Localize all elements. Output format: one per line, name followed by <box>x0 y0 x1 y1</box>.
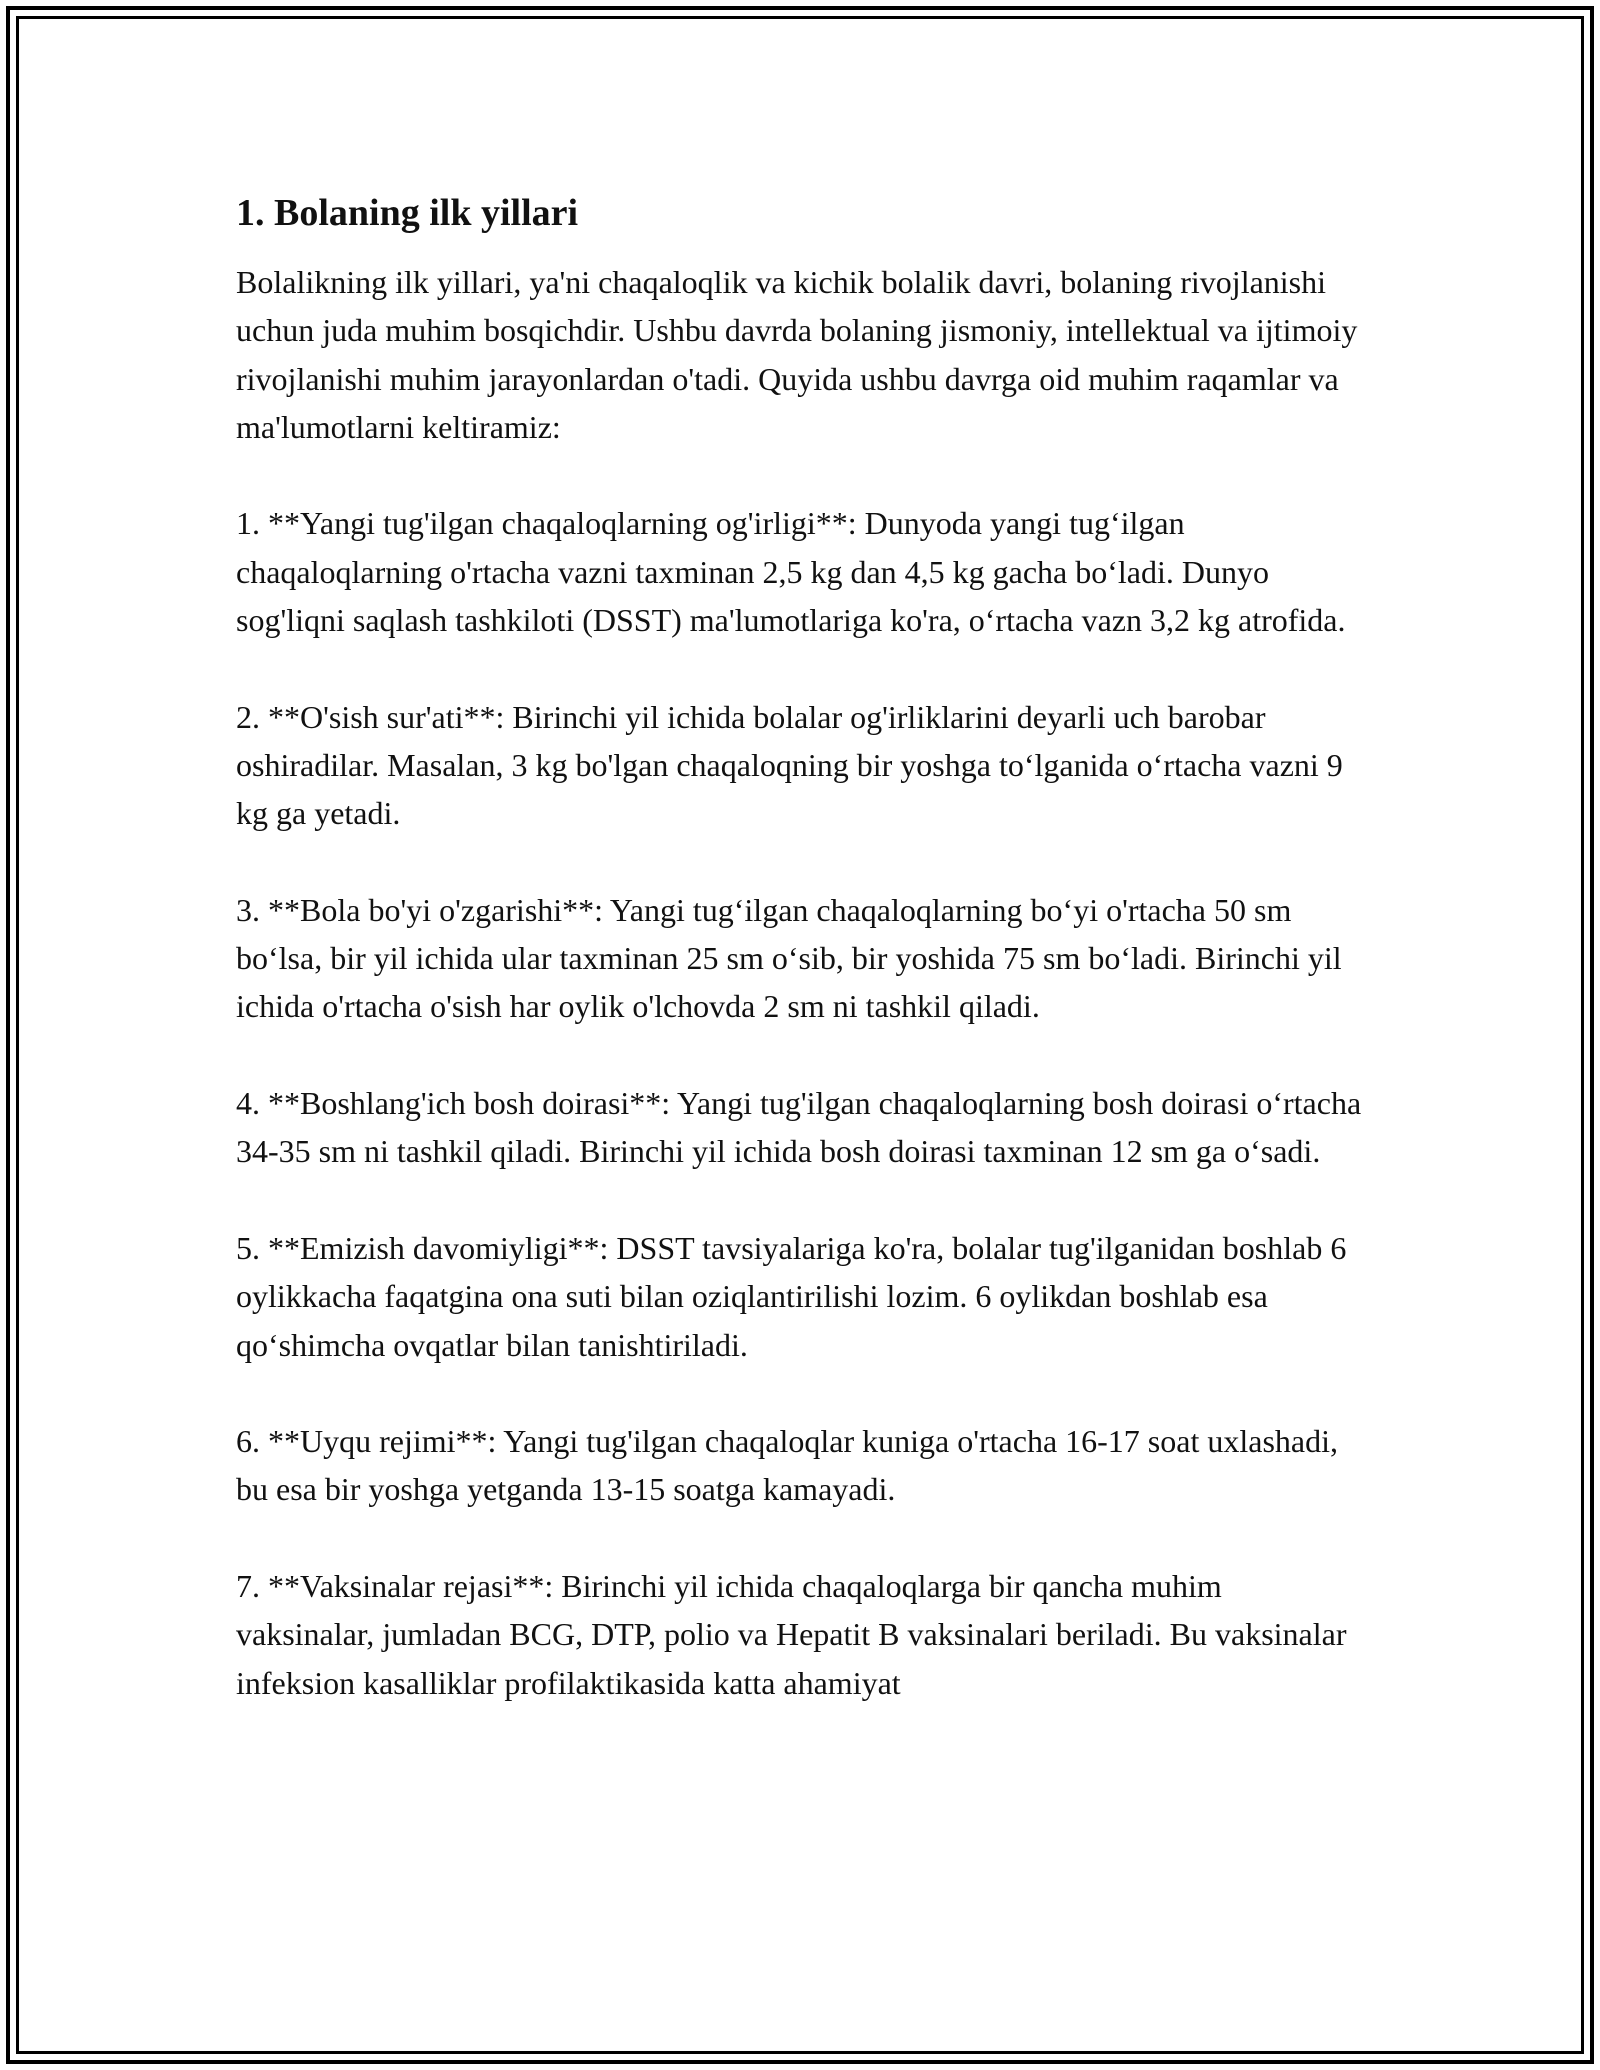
list-item-vaccines: 7. **Vaksinalar rejasi**: Birinchi yil ichida chaqaloqlarga bir qancha muhim vaksinalar, jumladan BCG, DTP, polio va Hepatit B vaksinalari beriladi. Bu vaksinalar infeksion kasalliklar profilaktikasida katta ahamiyat <box>236 1568 1347 1701</box>
list-item-head-circumference: 4. **Boshlang'ich bosh doirasi**: Yangi tug'ilgan chaqaloqlarning bosh doirasi o‘rtacha 34-35 sm ni tashkil qiladi. Birinchi yil ichida bosh doirasi taxminan 12 sm ga o‘sadi. <box>236 1085 1362 1170</box>
intro-paragraph: Bolalikning ilk yillari, ya'ni chaqaloqlik va kichik bolalik davri, bolaning rivojlanishi uchun juda muhim bosqichdir. Ushbu davrda bolaning jismoniy, intellektual va ijtimoiy rivojlanishi muhim jarayonlardan o'tadi. Quyida ushbu davrga oid muhim raqamlar va ma'lumotlarni keltiramiz: <box>236 264 1358 445</box>
list-item-sleep: 6. **Uyqu rejimi**: Yangi tug'ilgan chaqaloqlar kuniga o'rtacha 16-17 soat uxlashadi, bu esa bir yoshga yetganda 13-15 soatga kamayadi. <box>236 1423 1338 1508</box>
list-item-weight: 1. **Yangi tug'ilgan chaqaloqlarning og'irligi**: Dunyoda yangi tug‘ilgan chaqaloqlarning o'rtacha vazni taxminan 2,5 kg dan 4,5 kg gacha bo‘ladi. Dunyo sog'liqni saqlash tashkiloti (DSST) ma'lumotlariga ko'ra, o‘rtacha vazn 3,2 kg atrofida. <box>236 505 1346 639</box>
document-body <box>236 187 1366 1707</box>
list-item-height: 3. **Bola bo'yi o'zgarishi**: Yangi tug‘ilgan chaqaloqlarning bo‘yi o'rtacha 50 sm bo‘lsa, bir yil ichida ular taxminan 25 sm o‘sib, bir yoshida 75 sm bo‘ladi. Birinchi yil ichida o'rtacha o'sish har oylik o'lchovda 2 sm ni tashkil qiladi. <box>236 891 1342 1025</box>
list-item-breastfeeding: 5. **Emizish davomiyligi**: DSST tavsiyalariga ko'ra, bolalar tug'ilganidan boshlab 6 oylikkacha faqatgina ona suti bilan oziqlantirilishi lozim. 6 oylikdan boshlab esa qo‘shimcha ovqatlar bilan tanishtiriladi. <box>236 1229 1347 1363</box>
list-item-growth-rate: 2. **O'sish sur'ati**: Birinchi yil ichida bolalar og'irliklarini deyarli uch barobar oshiradilar. Masalan, 3 kg bo'lgan chaqaloqning bir yoshga to‘lganida o‘rtacha vazni 9 kg ga yetadi. <box>236 698 1343 832</box>
section-heading: 1. Bolaning ilk yillari <box>236 192 579 234</box>
